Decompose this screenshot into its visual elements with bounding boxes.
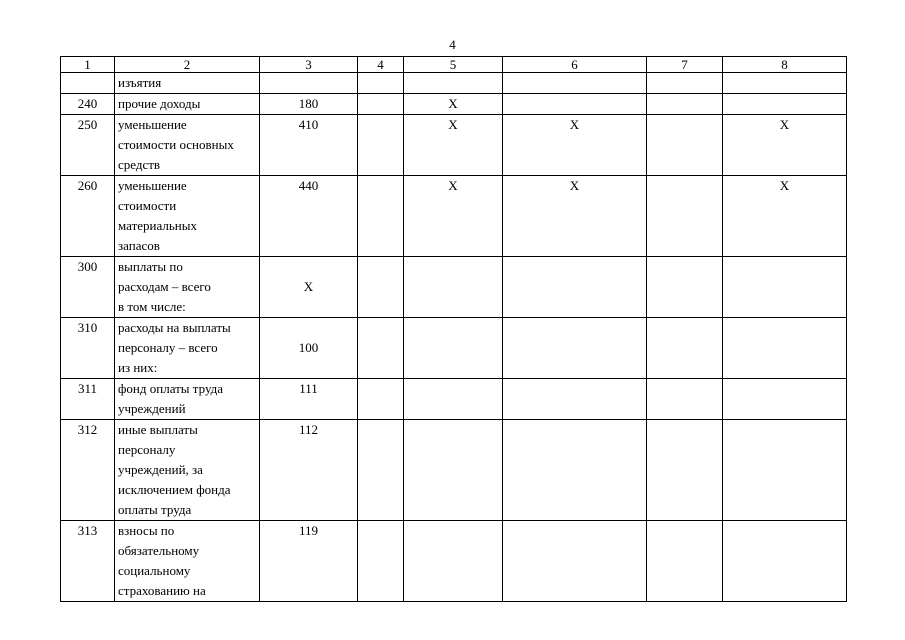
row-col6 <box>503 73 647 94</box>
row-col4 <box>358 94 404 115</box>
column-header: 2 <box>115 57 260 73</box>
column-header: 8 <box>723 57 847 73</box>
row-col3: 111 <box>260 379 358 420</box>
table-row <box>61 379 847 420</box>
row-col7 <box>647 257 723 318</box>
page-number: 4 <box>449 37 456 52</box>
row-col3: 410 <box>260 115 358 176</box>
report-table <box>60 56 847 602</box>
row-col4 <box>358 318 404 379</box>
row-col5: X <box>404 115 503 176</box>
row-name: выплаты по расходам – всего в том числе: <box>115 257 260 318</box>
row-name: расходы на выплаты персоналу – всего из них: <box>115 318 260 379</box>
row-col3: X <box>260 257 358 318</box>
row-col3 <box>260 73 358 94</box>
column-header: 1 <box>61 57 115 73</box>
row-col6 <box>503 318 647 379</box>
row-col6 <box>503 521 647 602</box>
table-row <box>61 94 847 115</box>
row-col6 <box>503 379 647 420</box>
column-header: 4 <box>358 57 404 73</box>
row-col6 <box>503 94 647 115</box>
row-code: 250 <box>61 115 115 176</box>
row-col7 <box>647 379 723 420</box>
column-header: 7 <box>647 57 723 73</box>
row-col8 <box>723 379 847 420</box>
row-col3: 180 <box>260 94 358 115</box>
row-col8 <box>723 318 847 379</box>
row-name: прочие доходы <box>115 94 260 115</box>
row-col3: 100 <box>260 318 358 379</box>
row-code: 240 <box>61 94 115 115</box>
table-row <box>61 115 847 176</box>
row-col4 <box>358 420 404 521</box>
row-name: иные выплаты персоналу учреждений, за исключением фонда оплаты труда <box>115 420 260 521</box>
row-col8 <box>723 420 847 521</box>
column-header: 6 <box>503 57 647 73</box>
row-name: уменьшение стоимости материальных запасов <box>115 176 260 257</box>
row-code: 310 <box>61 318 115 379</box>
table-row <box>61 73 847 94</box>
row-col6: X <box>503 176 647 257</box>
row-col4 <box>358 176 404 257</box>
row-col5: X <box>404 176 503 257</box>
table-row <box>61 257 847 318</box>
row-name: фонд оплаты труда учреждений <box>115 379 260 420</box>
header-row <box>61 57 847 73</box>
row-col8 <box>723 94 847 115</box>
row-col5 <box>404 379 503 420</box>
row-col8 <box>723 73 847 94</box>
row-col5 <box>404 318 503 379</box>
row-col8 <box>723 521 847 602</box>
row-code <box>61 73 115 94</box>
row-code: 311 <box>61 379 115 420</box>
row-col7 <box>647 73 723 94</box>
row-name: уменьшение стоимости основных средств <box>115 115 260 176</box>
row-code: 300 <box>61 257 115 318</box>
row-col4 <box>358 257 404 318</box>
row-code: 313 <box>61 521 115 602</box>
row-col5: X <box>404 94 503 115</box>
column-header: 3 <box>260 57 358 73</box>
table-row <box>61 420 847 521</box>
row-col7 <box>647 318 723 379</box>
row-col4 <box>358 521 404 602</box>
row-col5 <box>404 521 503 602</box>
row-col5 <box>404 257 503 318</box>
row-col7 <box>647 521 723 602</box>
table-row <box>61 176 847 257</box>
row-col4 <box>358 379 404 420</box>
table-row <box>61 521 847 602</box>
column-header: 5 <box>404 57 503 73</box>
row-col8: X <box>723 115 847 176</box>
row-col5 <box>404 73 503 94</box>
row-col7 <box>647 176 723 257</box>
row-col6: X <box>503 115 647 176</box>
row-col8: X <box>723 176 847 257</box>
row-col6 <box>503 420 647 521</box>
row-col4 <box>358 73 404 94</box>
row-code: 260 <box>61 176 115 257</box>
row-code: 312 <box>61 420 115 521</box>
row-col3: 112 <box>260 420 358 521</box>
row-col4 <box>358 115 404 176</box>
row-name: изъятия <box>115 73 260 94</box>
row-col5 <box>404 420 503 521</box>
row-col7 <box>647 420 723 521</box>
row-col6 <box>503 257 647 318</box>
row-col7 <box>647 115 723 176</box>
row-col7 <box>647 94 723 115</box>
row-col8 <box>723 257 847 318</box>
table-row <box>61 318 847 379</box>
row-col3: 440 <box>260 176 358 257</box>
row-col3: 119 <box>260 521 358 602</box>
row-name: взносы по обязательному социальному страхованию на <box>115 521 260 602</box>
